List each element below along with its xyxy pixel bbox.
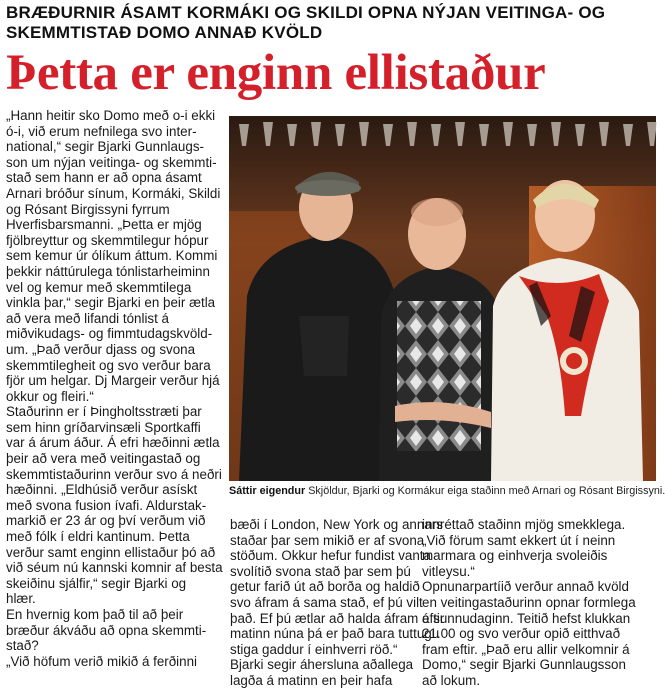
body-line: 21.00 og svo verður opið eitthvað xyxy=(422,626,621,642)
body-line: með svona fusion ívafi. Aldurstak- xyxy=(6,497,207,513)
body-line: og Rósant Birgissyni fyrrum xyxy=(6,201,170,217)
body-line: stað sem hann er að opna ásamt xyxy=(6,170,202,186)
body-line: miðvikudags- og fimmtudagskvöld- xyxy=(6,326,213,342)
body-line: með fólk í eldri kantinum. Þetta xyxy=(6,529,190,545)
photo-illustration xyxy=(229,116,656,481)
body-line: þeir að vera með veitingastað og xyxy=(6,451,201,467)
body-paragraph xyxy=(230,517,445,657)
body-line: bræður ákváðu að opna skemmti- xyxy=(6,622,207,638)
body-line: Opnunarpartíið verður annað kvöld xyxy=(422,579,629,595)
caption-text: Skjöldur, Bjarki og Kormákur eiga staðinn með Arnari og Rósant Birgissyni. xyxy=(308,485,665,497)
body-line: son um nýjan veitinga- og skemmti- xyxy=(6,154,217,170)
body-line: ó-i, við erum nefnilega svo inter- xyxy=(6,123,197,139)
body-line: bæði í London, New York og annars xyxy=(230,517,443,532)
body-paragraph xyxy=(6,654,222,670)
body-line: stiga gaddur í einhverri röð.“ xyxy=(230,641,398,657)
body-paragraph xyxy=(422,517,656,579)
article-column-1 xyxy=(6,108,222,695)
body-line: getur farið út að borða og haldið xyxy=(230,579,420,595)
body-line: fjölbreyttur og skemmtilegur hópur xyxy=(6,232,209,248)
body-line: svo áfram á sama stað, ef þú vilt xyxy=(230,594,423,610)
body-line: En hvernig kom það til að þeir xyxy=(6,607,184,622)
article-kicker xyxy=(6,3,654,43)
article-photo xyxy=(229,116,656,481)
body-line: „Við förum samt ekkert út í neinn xyxy=(422,532,616,548)
body-line: skemmtistaðurinn verður svo á neðri xyxy=(6,466,222,482)
body-paragraph xyxy=(6,108,222,404)
kicker-line: BRÆÐURNIR ÁSAMT KORMÁKI OG SKILDI OPNA NÝJAN VEITINGA- OG xyxy=(6,3,606,22)
body-paragraph xyxy=(230,657,414,688)
body-paragraph xyxy=(6,607,222,654)
article-headline: Þetta er enginn ellistaður xyxy=(6,45,546,101)
body-line: Hverfisbarsmanni. „Þetta er mjög xyxy=(6,217,202,233)
body-paragraph xyxy=(6,404,222,607)
article-column-3 xyxy=(422,517,656,695)
body-line: okkur og fleiri.“ xyxy=(6,388,94,404)
body-line: marmara og einhverja svoleiðis xyxy=(422,548,608,564)
body-line: vitleysu.“ xyxy=(422,563,475,579)
body-line: staðar þar sem mikið er af svona xyxy=(230,532,425,548)
body-line: vel og kemur með skemmtilega xyxy=(6,279,192,295)
body-line: Bjarki segir áhersluna aðallega xyxy=(230,657,414,673)
body-line: fjör um helgar. Dj Margeir verður hjá xyxy=(6,373,220,389)
body-line: Staðurinn er í Þingholtsstræti þar xyxy=(6,404,202,420)
body-line: Arnari bróður sínum, Kormáki, Skildi xyxy=(6,185,221,201)
body-line: um. „Það verður djass og svona xyxy=(6,341,196,357)
body-line: að vera með lifandi tónlist á xyxy=(6,310,170,326)
body-line: matinn núna þá er það bara tuttugu xyxy=(230,626,440,642)
body-line: svolítið svona stað þar sem þú xyxy=(230,563,411,579)
body-line: þekkir náttúrulega tónlistarheiminn xyxy=(6,263,210,279)
article-column-2 xyxy=(230,517,445,695)
body-line: national,“ segir Bjarki Gunnlaugs- xyxy=(6,139,204,155)
body-line: „Hann heitir sko Domo með o-i ekki xyxy=(6,108,216,123)
body-line: lagða á matinn en þeir hafa xyxy=(230,672,393,688)
kicker-line: SKEMMTISTAÐ DOMO ANNAÐ KVÖLD xyxy=(6,23,323,42)
body-line: það. Ef þú ætlar að halda áfram eftir xyxy=(230,610,445,626)
body-line: Domo,“ segir Bjarki Gunnlaugsson xyxy=(422,657,626,673)
body-line: „Við höfum verið mikið á ferðinni xyxy=(6,653,198,669)
body-line: sem kemur úr ólíkum áttum. Kommi xyxy=(6,248,218,264)
body-line: á sunnudaginn. Teitið hefst klukkan xyxy=(422,610,631,626)
body-line: innréttað staðinn mjög smekklega. xyxy=(422,517,626,532)
body-line: markið er 23 ár og því verðum við xyxy=(6,513,206,529)
body-line: en veitingastaðurinn opnar formlega xyxy=(422,594,636,610)
body-line: við séum nú kannski komnir af besta xyxy=(6,560,223,576)
body-line: fram eftir. „Það eru allir velkomnir á xyxy=(422,641,630,657)
body-line: að lokum. xyxy=(422,672,481,688)
body-line: sem hinn gríðarvinsæli Sportkaffi xyxy=(6,419,201,435)
body-line: skemmtilegheit og svo verður bara xyxy=(6,357,211,373)
body-line: skeiðinu sjálfir,“ segir Bjarki og xyxy=(6,575,187,591)
body-line: hlær. xyxy=(6,591,36,607)
photo-caption xyxy=(229,483,665,499)
body-line: stöðum. Okkur hefur fundist vanta xyxy=(230,548,431,564)
body-line: hæðinni. „Eldhúsið verður asískt xyxy=(6,482,198,498)
body-line: verður samt enginn ellistaður þó að xyxy=(6,544,216,560)
body-line: vinkla þar,“ segir Bjarki en þeir ætla xyxy=(6,295,216,311)
body-line: var á árum áður. Á efri hæðinni ætla xyxy=(6,435,220,451)
body-paragraph xyxy=(422,579,656,688)
body-line: stað? xyxy=(6,638,39,654)
caption-label: Sáttir eigendur xyxy=(229,485,306,497)
